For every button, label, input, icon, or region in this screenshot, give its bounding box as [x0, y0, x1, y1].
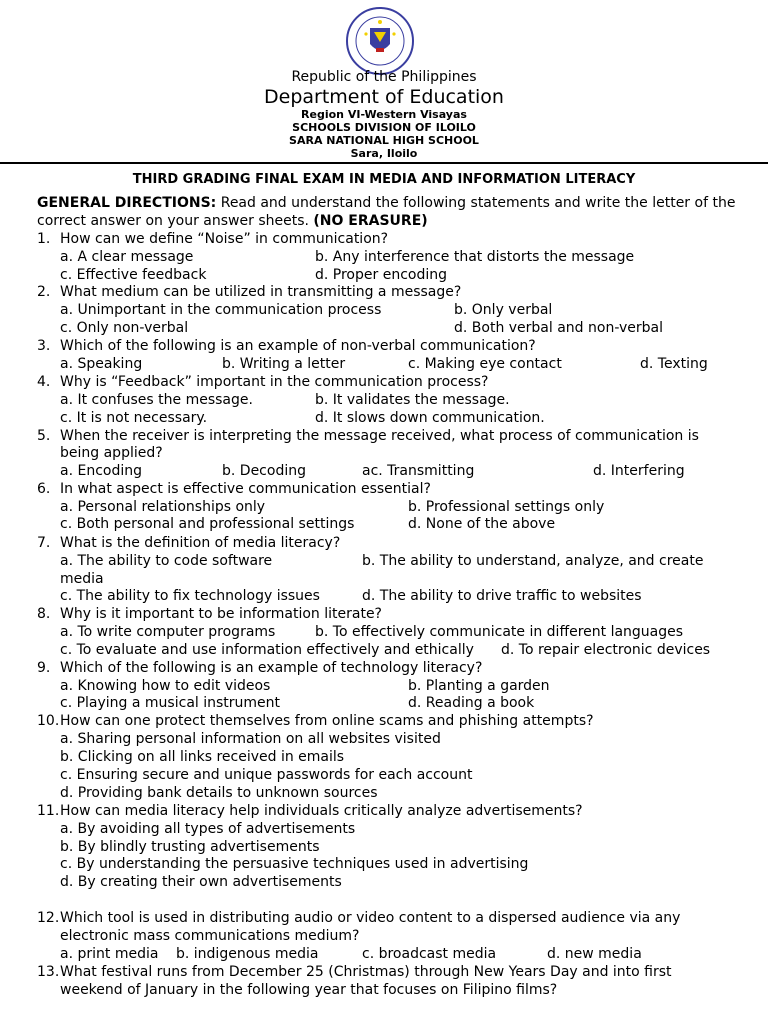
q10-number: 10.: [37, 713, 60, 729]
q6-option-a: a. Personal relationships only: [60, 499, 266, 515]
q2-question: What medium can be utilized in transmitting a message?: [60, 284, 462, 300]
q2-option-b: b. Only verbal: [454, 302, 553, 318]
q1-number: 1.: [37, 231, 51, 247]
q9-number: 9.: [37, 660, 51, 676]
q5-option-c: ac. Transmitting: [362, 463, 475, 479]
q6-option-b: b. Professional settings only: [408, 499, 605, 515]
q9-option-b: b. Planting a garden: [408, 678, 550, 694]
q4-option-c: c. It is not necessary.: [60, 410, 208, 426]
q1-option-c: c. Effective feedback: [60, 267, 207, 283]
q12-option-a: a. print media: [60, 946, 159, 962]
q1-option-a: a. A clear message: [60, 249, 194, 265]
q5-question-line1: When the receiver is interpreting the message received, what process of communication is: [60, 428, 699, 444]
q13-number: 13.: [37, 964, 60, 980]
q7-question: What is the definition of media literacy?: [60, 535, 341, 551]
q7-option-c: c. The ability to fix technology issues: [60, 588, 320, 604]
q2-number: 2.: [37, 284, 51, 300]
school-line: SARA NATIONAL HIGH SCHOOL: [289, 134, 479, 147]
region-line: Region VI-Western Visayas: [301, 108, 467, 121]
q6-number: 6.: [37, 481, 51, 497]
q2-option-d: d. Both verbal and non-verbal: [454, 320, 664, 336]
q1-option-b: b. Any interference that distorts the message: [315, 249, 635, 265]
q12-number: 12.: [37, 910, 60, 926]
q10-option-c: c. Ensuring secure and unique passwords for each account: [60, 767, 473, 783]
location-line: Sara, Iloilo: [350, 147, 418, 160]
q8-option-c: c. To evaluate and use information effectively and ethically: [60, 642, 474, 658]
q1-question: How can we define “Noise” in communication?: [60, 231, 389, 247]
q8-option-a: a. To write computer programs: [60, 624, 276, 640]
q8-question: Why is it important to be information literate?: [60, 606, 382, 622]
q5-option-b: b. Decoding: [222, 463, 306, 479]
q7-option-b-continued: media: [60, 571, 104, 587]
q5-number: 5.: [37, 428, 51, 444]
q7-number: 7.: [37, 535, 51, 551]
q3-question: Which of the following is an example of non-verbal communication?: [60, 338, 536, 354]
directions-text: Read and understand the following statements and write the letter of the correct answer on your answer sheets.: [37, 195, 736, 229]
q4-option-b: b. It validates the message.: [315, 392, 510, 408]
q9-question: Which of the following is an example of technology literacy?: [60, 660, 483, 676]
q7-option-b: b. The ability to understand, analyze, and create: [362, 553, 704, 569]
q8-option-b: b. To effectively communicate in different languages: [315, 624, 684, 640]
q13-question-line2: weekend of January in the following year that focuses on Filipino films?: [60, 982, 558, 998]
q8-option-d: d. To repair electronic devices: [501, 642, 711, 658]
q4-question: Why is “Feedback” important in the communication process?: [60, 374, 489, 390]
q9-option-a: a. Knowing how to edit videos: [60, 678, 271, 694]
q12-option-b: b. indigenous media: [176, 946, 319, 962]
q3-option-b: b. Writing a letter: [222, 356, 346, 372]
q11-question: How can media literacy help individuals critically analyze advertisements?: [60, 803, 583, 819]
q7-option-d: d. The ability to drive traffic to websites: [362, 588, 642, 604]
q5-option-a: a. Encoding: [60, 463, 142, 479]
q6-option-c: c. Both personal and professional settings: [60, 516, 355, 532]
q11-option-c: c. By understanding the persuasive techniques used in advertising: [60, 856, 529, 872]
q12-question-line2: electronic mass communications medium?: [60, 928, 360, 944]
q5-option-d: d. Interfering: [593, 463, 685, 479]
q11-option-d: d. By creating their own advertisements: [60, 874, 342, 890]
header-divider: [0, 162, 768, 164]
q10-option-b: b. Clicking on all links received in emails: [60, 749, 345, 765]
q9-option-d: d. Reading a book: [408, 695, 535, 711]
q5-question-line2: being applied?: [60, 445, 163, 461]
q12-option-d: d. new media: [547, 946, 642, 962]
q2-option-c: c. Only non-verbal: [60, 320, 189, 336]
q2-option-a: a. Unimportant in the communication process: [60, 302, 382, 318]
q3-option-d: d. Texting: [640, 356, 708, 372]
q4-option-a: a. It confuses the message.: [60, 392, 253, 408]
general-directions: [37, 194, 737, 230]
deped-seal-logo: [340, 6, 420, 76]
q10-option-a: a. Sharing personal information on all websites visited: [60, 731, 441, 747]
q4-option-d: d. It slows down communication.: [315, 410, 545, 426]
q10-question: How can one protect themselves from online scams and phishing attempts?: [60, 713, 594, 729]
q12-option-c: c. broadcast media: [362, 946, 497, 962]
q3-option-a: a. Speaking: [60, 356, 143, 372]
q12-question-line1: Which tool is used in distributing audio or video content to a dispersed audience via any: [60, 910, 681, 926]
q13-question-line1: What festival runs from December 25 (Christmas) through New Years Day and into first: [60, 964, 672, 980]
q11-option-b: b. By blindly trusting advertisements: [60, 839, 320, 855]
department-heading: Department of Education: [264, 86, 504, 108]
division-line: SCHOOLS DIVISION OF ILOILO: [292, 121, 476, 134]
q3-number: 3.: [37, 338, 51, 354]
q3-option-c: c. Making eye contact: [408, 356, 562, 372]
q9-option-c: c. Playing a musical instrument: [60, 695, 281, 711]
q7-option-a: a. The ability to code software: [60, 553, 273, 569]
q11-option-a: a. By avoiding all types of advertisements: [60, 821, 356, 837]
q6-question: In what aspect is effective communication essential?: [60, 481, 431, 497]
q4-number: 4.: [37, 374, 51, 390]
directions-note: (NO ERASURE): [313, 213, 428, 229]
q11-number: 11.: [37, 803, 60, 819]
q10-option-d: d. Providing bank details to unknown sources: [60, 785, 378, 801]
q1-option-d: d. Proper encoding: [315, 267, 447, 283]
exam-title: THIRD GRADING FINAL EXAM IN MEDIA AND INFORMATION LITERACY: [132, 172, 636, 187]
directions-label: GENERAL DIRECTIONS:: [37, 195, 217, 211]
q8-number: 8.: [37, 606, 51, 622]
q6-option-d: d. None of the above: [408, 516, 556, 532]
republic-heading: Republic of the Philippines: [291, 69, 477, 85]
